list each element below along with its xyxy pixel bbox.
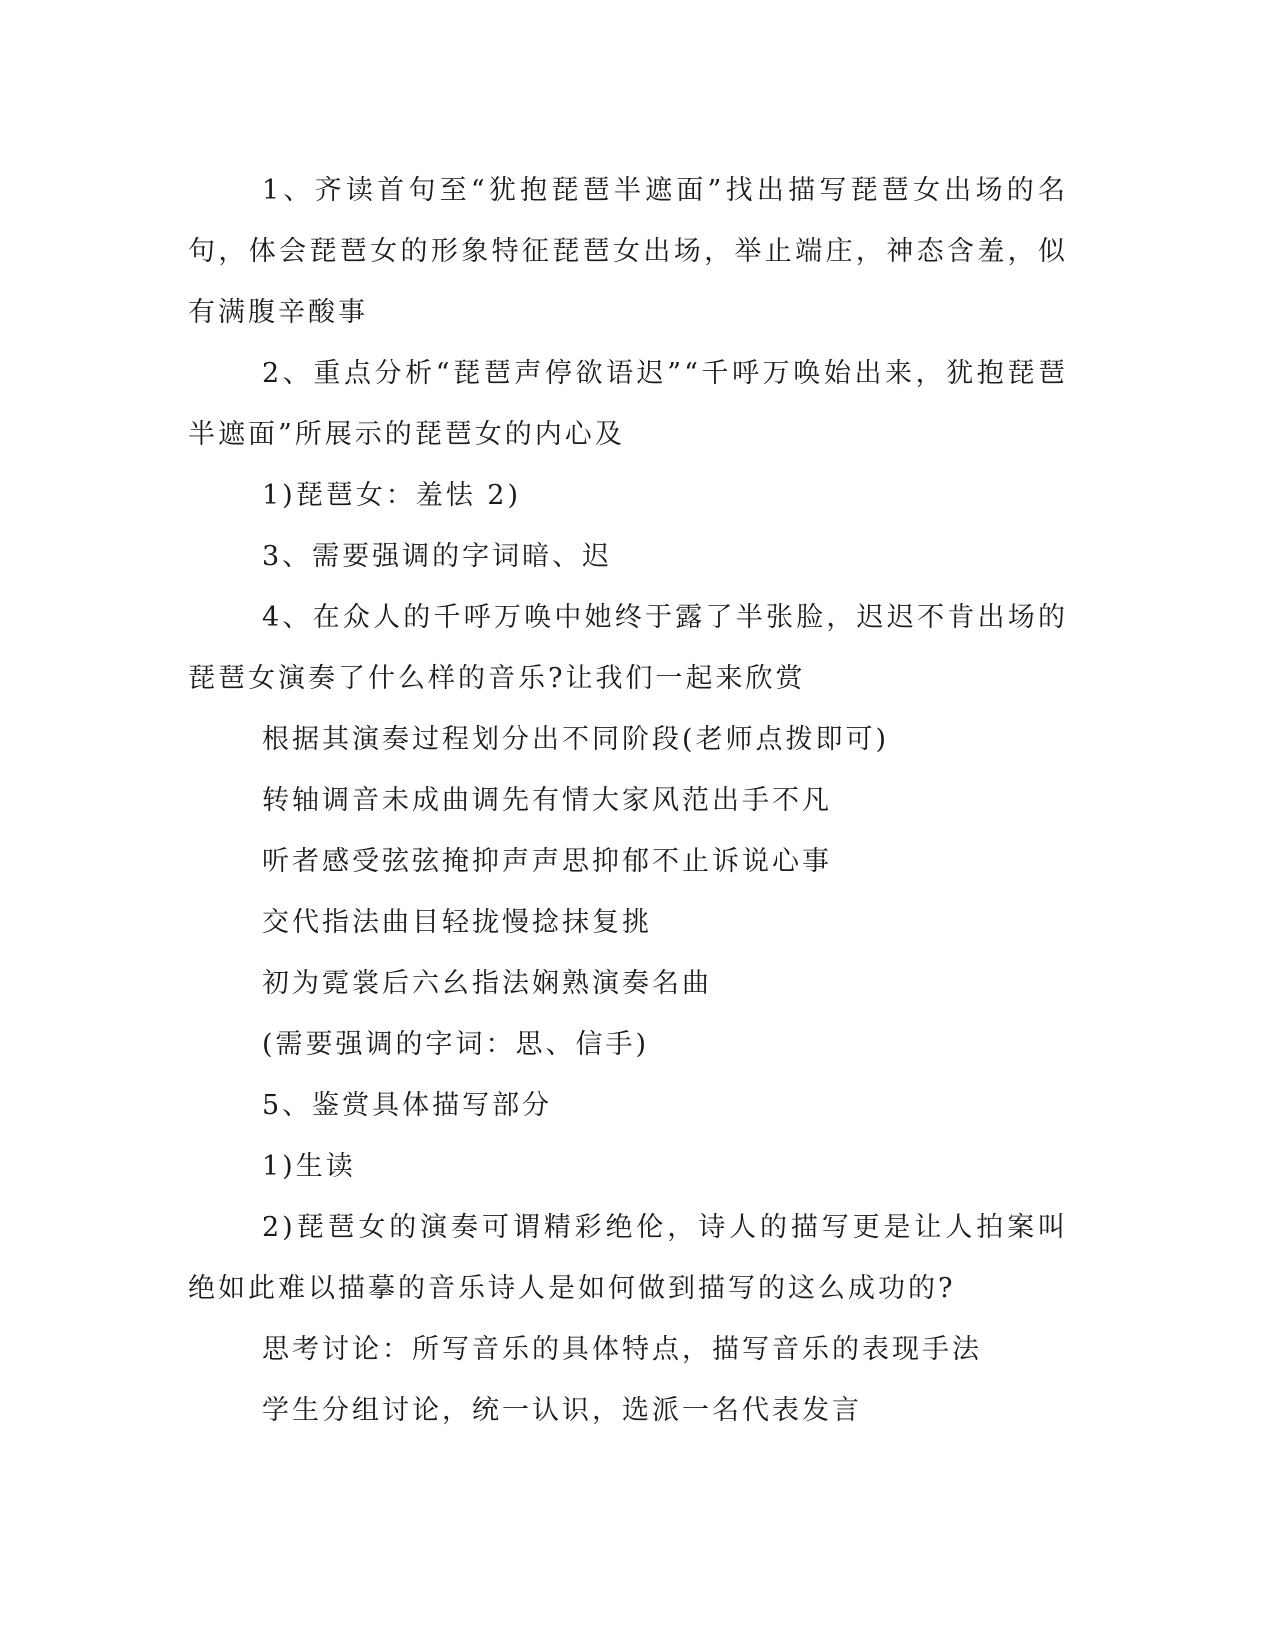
paragraph-6: 根据其演奏过程划分出不同阶段(老师点拨即可): [262, 724, 890, 755]
paragraph-1: 1、齐读首句至“犹抱琵琶半遮面”找出描写琵琶女出场的名句，体会琵琶女的形象特征琵琶女出场，举止端庄，神态含羞，似有满腹辛酸事: [188, 175, 1068, 328]
paragraph-16: 学生分组讨论，统一认识，选派一名代表发言: [262, 1395, 862, 1426]
paragraph-10: 初为霓裳后六幺指法娴熟演奏名曲: [262, 968, 712, 999]
paragraph-13: 1)生读: [262, 1151, 356, 1182]
document-body: [188, 160, 1068, 1441]
paragraph-5: 4、在众人的千呼万唤中她终于露了半张脸，迟迟不肯出场的琵琶女演奏了什么样的音乐?让我们一起来欣赏: [188, 602, 1068, 694]
paragraph-9: 交代指法曲目轻拢慢捻抹复挑: [262, 907, 652, 938]
paragraph-8: 听者感受弦弦掩抑声声思抑郁不止诉说心事: [262, 846, 832, 877]
paragraph-15: 思考讨论：所写音乐的具体特点，描写音乐的表现手法: [262, 1334, 982, 1365]
paragraph-2: 2、重点分析“琵琶声停欲语迟”“千呼万唤始出来，犹抱琵琶半遮面”所展示的琵琶女的内心及: [188, 358, 1068, 450]
paragraph-12: 5、鉴赏具体描写部分: [262, 1090, 553, 1121]
paragraph-11: (需要强调的字词：思、信手): [262, 1029, 650, 1060]
paragraph-7: 转轴调音未成曲调先有情大家风范出手不凡: [262, 785, 832, 816]
paragraph-3: 1)琵琶女：羞怯 2): [262, 480, 522, 511]
paragraph-4: 3、需要强调的字词暗、迟: [262, 541, 613, 572]
paragraph-14: 2)琵琶女的演奏可谓精彩绝伦，诗人的描写更是让人拍案叫绝如此难以描摹的音乐诗人是如何做到描写的这么成功的?: [188, 1212, 1068, 1304]
